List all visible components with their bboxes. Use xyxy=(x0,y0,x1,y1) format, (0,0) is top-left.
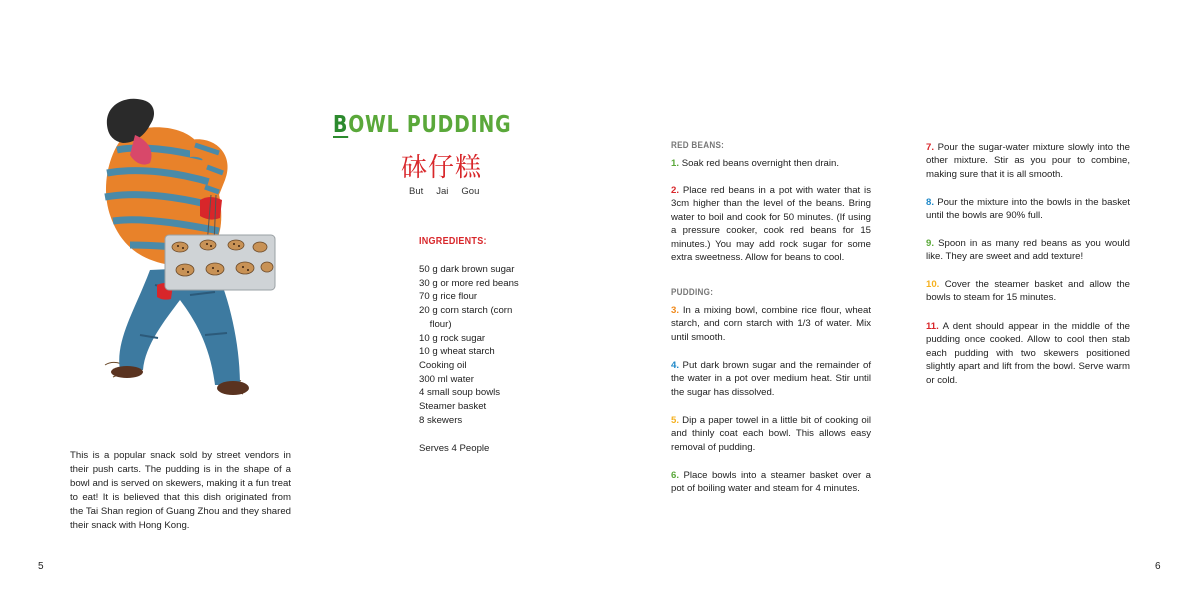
recipe-title xyxy=(333,112,511,138)
step-text: Pour the mixture into the bowls in the basket until the bowls are 90% full. xyxy=(926,197,1130,222)
ingredients-heading: INGREDIENTS: xyxy=(419,236,487,247)
step-number: 5. xyxy=(671,415,680,426)
step-number: 2. xyxy=(671,185,680,196)
step-text: A dent should appear in the middle of the pudding once cooked. Allow to cool then stab each pudding with two skewers positioned slightly apart and lift from the bowl. Serve warm or cold. xyxy=(926,321,1130,386)
step-text: Put dark brown sugar and the remainder of the water in a pot over medium heat. Stir until the sugar has dissolved. xyxy=(671,360,871,398)
step-number: 9. xyxy=(926,238,935,249)
ingredient-item: 30 g or more red beans xyxy=(419,277,519,289)
pinyin-syllable: Jai xyxy=(436,186,449,197)
instructions-column-2 xyxy=(926,0,1130,600)
pinyin-syllable: Gou xyxy=(461,186,480,197)
step-1 xyxy=(671,157,871,170)
ingredient-item: 20 g corn starch (corn xyxy=(419,305,513,317)
pinyin-syllable: But xyxy=(409,186,424,197)
step-3 xyxy=(671,304,871,344)
step-text: In a mixing bowl, combine rice flour, wheat starch, and corn starch with 1/3 of water. Mix until smooth. xyxy=(671,305,872,343)
step-text: Soak red beans overnight then drain. xyxy=(681,158,840,169)
pinyin xyxy=(409,186,492,197)
step-text: Cover the steamer basket and allow the bowls to steam for 15 minutes. xyxy=(926,279,1130,304)
ingredient-item: Steamer basket xyxy=(419,401,487,413)
red-beans-heading: RED BEANS: xyxy=(671,140,725,150)
step-number: 10. xyxy=(926,279,940,290)
step-number: 11. xyxy=(926,321,939,332)
step-number: 1. xyxy=(671,158,680,169)
page-number-right: 6 xyxy=(1155,561,1161,572)
ingredient-item: 10 g rock sugar xyxy=(419,332,486,344)
step-2 xyxy=(671,184,871,264)
step-6 xyxy=(671,469,871,496)
step-5 xyxy=(671,414,871,454)
illustration-vendor-with-tray xyxy=(95,95,285,425)
step-text: Pour the sugar-water mixture slowly into the other mixture. Stir as you pour to combine, making sure that it is all smooth. xyxy=(926,142,1130,180)
recipe-title-rest: OWL PUDDING xyxy=(348,112,512,138)
step-number: 8. xyxy=(926,197,935,208)
step-10 xyxy=(926,278,1130,305)
ingredient-item: 300 ml water xyxy=(419,373,474,385)
chinese-title: 砵仔糕 xyxy=(401,152,483,182)
step-number: 4. xyxy=(671,360,680,371)
step-8 xyxy=(926,196,1130,223)
pudding-heading: PUDDING: xyxy=(671,287,714,297)
step-text: Spoon in as many red beans as you would like. They are sweet and add texture! xyxy=(926,238,1130,263)
step-number: 7. xyxy=(926,142,935,153)
instructions-column-1 xyxy=(671,0,871,600)
step-text: Place red beans in a pot with water that is 3cm higher than the level of the beans. Bring water to boil and cook for 50 minutes. (If using a pressure cooker, cook red beans for 15 minutes.) You may add rock sugar for some extra sweetness. Allow for beans to cool. xyxy=(671,185,871,264)
step-number: 3. xyxy=(671,305,680,316)
step-11 xyxy=(926,320,1130,387)
serves-text: Serves 4 People xyxy=(419,443,490,454)
step-number: 6. xyxy=(671,470,680,481)
step-text: Place bowls into a steamer basket over a pot of boiling water and steam for 4 minutes. xyxy=(671,470,871,495)
step-7 xyxy=(926,141,1130,181)
ingredients-list xyxy=(419,263,529,427)
ingredient-item: 4 small soup bowls xyxy=(419,387,501,399)
ingredient-item: 70 g rice flour xyxy=(419,291,478,303)
recipe-title-first-letter: B xyxy=(333,112,349,138)
ingredient-item: flour) xyxy=(419,318,452,330)
step-9 xyxy=(926,237,1130,264)
ingredient-item: 8 skewers xyxy=(419,414,463,426)
intro-paragraph: This is a popular snack sold by street vendors in their push carts. The pudding is in the shape of a bowl and is served on skewers, making it a fun treat to eat! It is believed that this dish originated from the Tai Shan region of Guang Zhou and they shared their snack with Hong Kong. xyxy=(70,450,291,531)
ingredient-item: Cooking oil xyxy=(419,359,467,371)
step-4 xyxy=(671,359,871,399)
ingredient-item: 10 g wheat starch xyxy=(419,346,495,358)
ingredient-item: 50 g dark brown sugar xyxy=(419,264,515,275)
page-number-left: 5 xyxy=(38,561,44,572)
step-text: Dip a paper towel in a little bit of cooking oil and thinly coat each bowl. This allows easy removal of pudding. xyxy=(671,415,871,453)
